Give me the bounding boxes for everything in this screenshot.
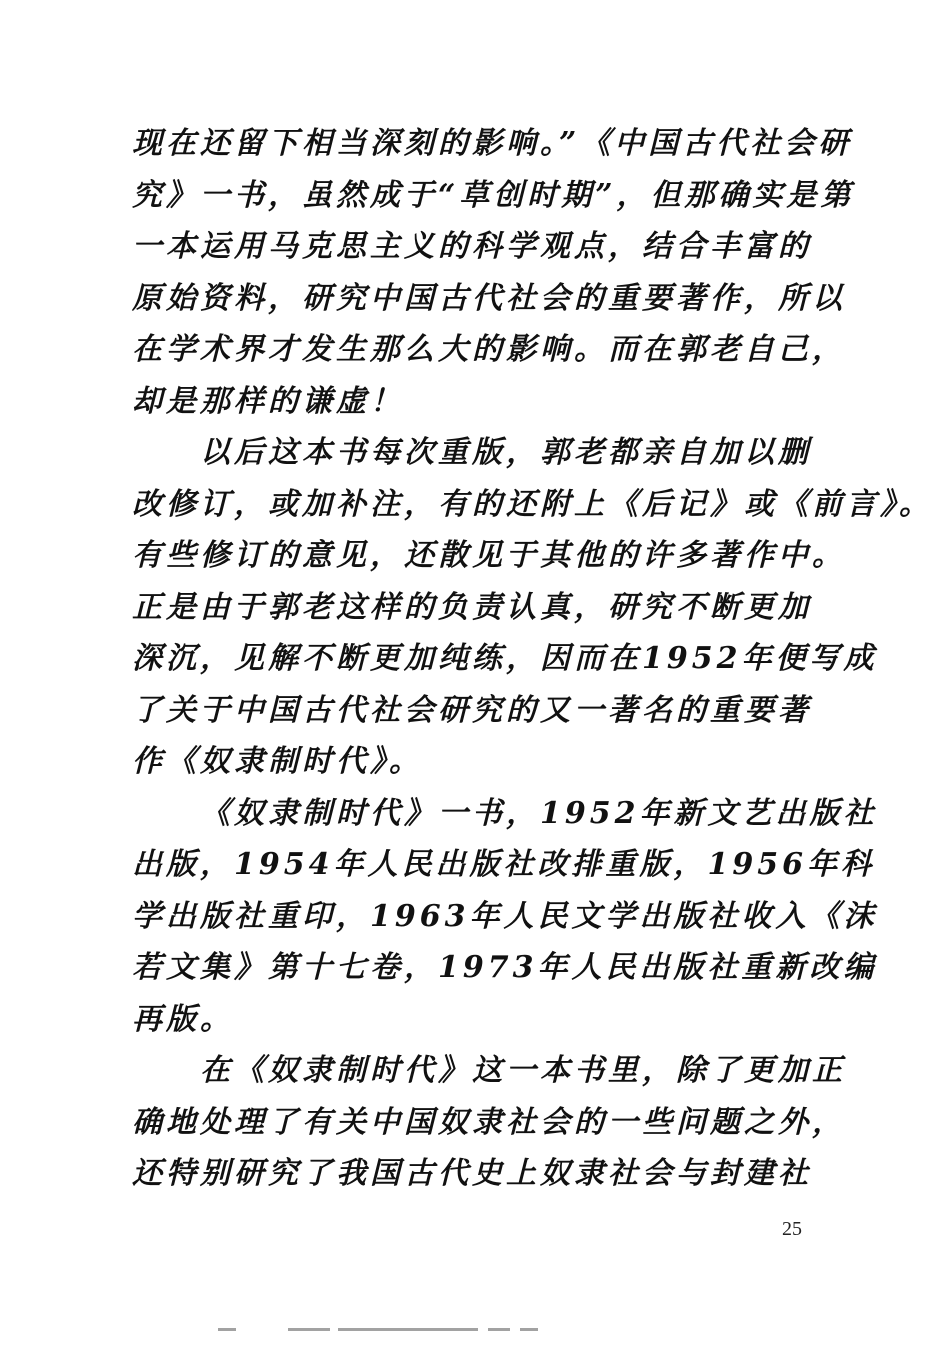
text-line: 学出版社重印，1963年人民文学出版社收入《沫 [132,898,878,934]
text-line: 作《奴隶制时代》。 [132,744,423,779]
text-line: 确地处理了有关中国奴隶社会的一些问题之外， [132,1104,846,1140]
text-line: 还特别研究了我国古代史上奴隶社会与封建社 [132,1156,812,1191]
text-line: 了关于中国古代社会研究的又一著名的重要著 [132,692,812,728]
text-line: 却是那样的谦虚！ [132,383,404,419]
text-line: 若文集》第十七卷，1973年人民出版社重新改编 [132,950,878,985]
text-line: 深沉，见解不断更加纯练，因而在1952年便写成 [132,641,878,676]
scan-artifact [338,1328,478,1331]
text-line: 究》一书，虽然成于“草创时期”，但那确实是第 [132,177,855,213]
text-line: 在学术界才发生那么大的影响。而在郭老自己， [132,332,846,367]
text-line: 出版，1954年人民出版社改排重版，1956年科 [132,847,875,882]
text-line: 现在还留下相当深刻的影响。”《中国古代社会研 [132,126,853,161]
scan-artifact [288,1328,330,1331]
text-line: 有些修订的意见，还散见于其他的许多著作中。 [132,538,846,573]
body-text [132,118,933,1200]
text-line: 正是由于郭老这样的负责认真，研究不断更加 [132,589,812,625]
text-line: 原始资料，研究中国古代社会的重要著作，所以 [132,280,846,316]
text-line: 改修订，或加补注，有的还附上《后记》或《前言》。 [132,486,933,522]
text-line: 以后这本书每次重版，郭老都亲自加以删 [200,435,812,470]
page-number: 25 [782,1218,802,1240]
text-line: 一本运用马克思主义的科学观点，结合丰富的 [132,229,812,264]
text-line: 在《奴隶制时代》这一本书里，除了更加正 [200,1053,846,1088]
text-line: 《奴隶制时代》一书，1952年新文艺出版社 [200,795,878,831]
scan-artifact [488,1328,510,1331]
text-line: 再版。 [132,1001,234,1037]
scan-artifact [520,1328,538,1331]
scan-artifact [218,1328,236,1331]
